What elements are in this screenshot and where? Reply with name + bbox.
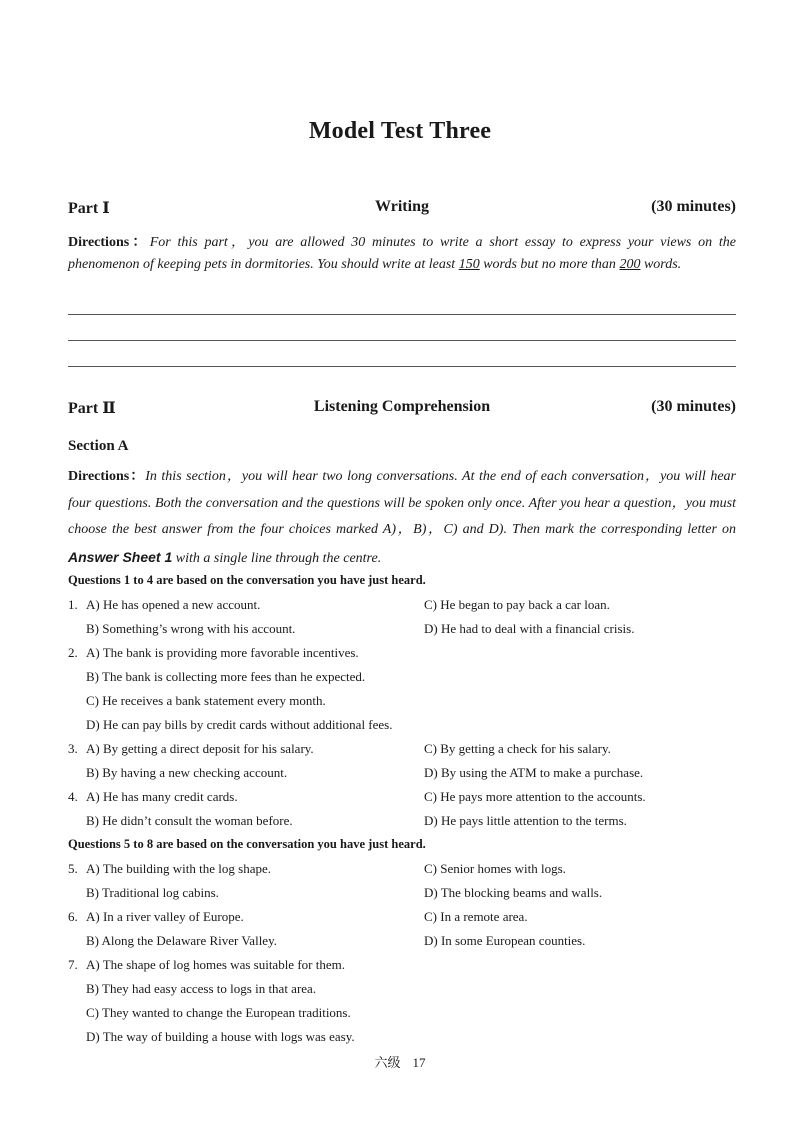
part-2-name: Listening Comprehension [313, 398, 491, 415]
question-7-option-a [68, 957, 345, 973]
question-2-option-b: B) The bank is collecting more fees than he expected. [86, 669, 366, 684]
option-text: A) By getting a direct deposit for his salary. [86, 741, 314, 756]
part-2-directions [68, 464, 736, 572]
question-number: 1. [68, 597, 78, 612]
exam-level: 六级 [374, 1055, 401, 1070]
question-4-option-b: B) He didn’t consult the woman before. [86, 813, 293, 828]
directions-text: In this section，you will hear two long conversations. At the end of each conversation，you will hear four questions. Both the conversation and the questions will be spoken only once. After you hear a question，you must choose the best answer from the four choices marked A)，B)，C) and D). Then mark the corresponding letter on [68, 469, 736, 537]
question-7-option-c: C) They wanted to change the European traditions. [86, 1005, 351, 1020]
part-1-directions [68, 232, 736, 276]
part-1-time: (30 minutes) [651, 198, 736, 215]
page-title: Model Test Three [308, 118, 492, 144]
question-number: 4. [68, 789, 78, 804]
question-6-option-d: D) In some European counties. [424, 933, 586, 948]
max-words: 200 [619, 257, 641, 272]
question-number: 2. [68, 645, 78, 660]
question-3-option-c: C) By getting a check for his salary. [424, 741, 611, 756]
page-footer [0, 1052, 800, 1071]
question-6-option-b: B) Along the Delaware River Valley. [86, 933, 277, 948]
question-3-option-d: D) By using the ATM to make a purchase. [424, 765, 644, 780]
directions-text: words but no more than [479, 257, 620, 272]
question-number: 3. [68, 741, 78, 756]
option-text: A) The building with the log shape. [86, 861, 271, 876]
question-1-option-b: B) Something’s wrong with his account. [86, 621, 296, 636]
directions-label: Directions： [68, 469, 146, 484]
part-1-name: Writing [375, 198, 429, 215]
question-5-option-c: C) Senior homes with logs. [424, 861, 566, 876]
question-4-option-a [68, 789, 238, 805]
question-1-option-c: C) He began to pay back a car loan. [424, 597, 610, 612]
question-2-option-d: D) He can pay bills by credit cards without additional fees. [86, 717, 393, 732]
directions-label: Directions： [68, 235, 150, 250]
question-4-option-d: D) He pays little attention to the terms. [424, 813, 627, 828]
directions-text: with a single line through the centre. [172, 550, 382, 566]
question-1-option-a [68, 597, 260, 613]
question-1-option-d: D) He had to deal with a financial crisis. [424, 621, 635, 636]
directions-text: words. [640, 257, 682, 272]
part-2-header [68, 398, 736, 422]
question-7-option-b: B) They had easy access to logs in that area. [86, 981, 317, 996]
part-1-label: Part Ⅰ [68, 200, 110, 217]
question-5-option-d: D) The blocking beams and walls. [424, 885, 603, 900]
option-text: A) In a river valley of Europe. [86, 909, 244, 924]
question-3-option-b: B) By having a new checking account. [86, 765, 288, 780]
writing-line [68, 366, 736, 367]
question-3-option-a [68, 741, 314, 757]
writing-line [68, 314, 736, 315]
part-2-time: (30 minutes) [651, 398, 736, 415]
question-number: 5. [68, 861, 78, 876]
question-number: 6. [68, 909, 78, 924]
option-text: A) The shape of log homes was suitable for them. [86, 957, 345, 972]
section-heading: Section A [68, 438, 129, 454]
question-2-option-c: C) He receives a bank statement every month. [86, 693, 326, 708]
option-text: A) He has many credit cards. [86, 789, 238, 804]
question-group-heading: Questions 1 to 4 are based on the conversation you have just heard. [68, 573, 426, 587]
page-number: 17 [412, 1055, 426, 1070]
question-5-option-a [68, 861, 271, 877]
question-5-option-b: B) Traditional log cabins. [86, 885, 219, 900]
option-text: A) He has opened a new account. [86, 597, 261, 612]
writing-line [68, 340, 736, 341]
question-7-option-d: D) The way of building a house with logs was easy. [86, 1029, 355, 1044]
part-1-header [68, 198, 736, 222]
part-2-label: Part Ⅱ [68, 400, 116, 417]
question-6-option-a [68, 909, 244, 925]
question-number: 7. [68, 957, 78, 972]
answer-sheet-ref: Answer Sheet 1 [68, 548, 173, 565]
question-4-option-c: C) He pays more attention to the accounts. [424, 789, 646, 804]
question-6-option-c: C) In a remote area. [424, 909, 528, 924]
option-text: A) The bank is providing more favorable incentives. [86, 645, 359, 660]
directions-text: For this part，you are allowed 30 minutes to write a short essay to express your views on the phenomenon of keeping pets in dormitories. You should write at least [68, 235, 736, 272]
question-2-option-a [68, 645, 359, 661]
min-words: 150 [458, 257, 480, 272]
question-group-heading: Questions 5 to 8 are based on the conversation you have just heard. [68, 837, 426, 851]
